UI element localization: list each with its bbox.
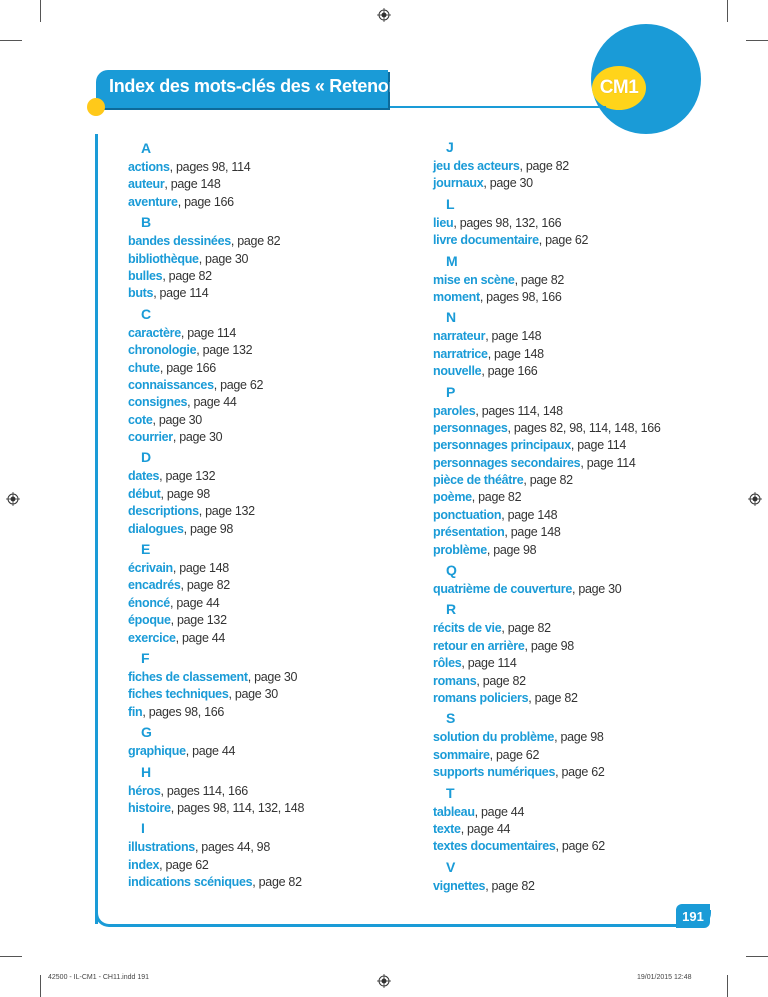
index-pages: , page 82: [501, 621, 551, 636]
index-entry: [128, 839, 388, 856]
index-entry: [433, 215, 693, 232]
index-entry: [433, 403, 693, 420]
page-title: Index des mots-clés des « Retenons »: [109, 76, 424, 96]
index-entry: [128, 743, 388, 760]
index-term: fin: [128, 704, 143, 719]
index-entry: [128, 704, 388, 721]
index-pages: , page 30: [247, 669, 298, 684]
index-term: supports numériques: [433, 765, 556, 780]
index-entry: [433, 346, 693, 363]
index-term: récits de vie: [433, 621, 502, 636]
index-term: romans policiers: [433, 690, 529, 705]
index-entry: [433, 878, 693, 895]
index-entry: [128, 630, 388, 647]
index-pages: , page 44: [175, 630, 226, 645]
index-pages: , page 132: [170, 613, 227, 628]
index-pages: , page 148: [501, 507, 558, 522]
crop-mark: [727, 975, 728, 997]
index-term: chute: [128, 360, 160, 375]
index-pages: , page 148: [485, 329, 542, 344]
index-term: tableau: [433, 804, 475, 819]
index-pages: , page 166: [177, 194, 234, 209]
index-letter: F: [141, 649, 150, 666]
index-term: caractère: [128, 325, 181, 340]
index-term: début: [128, 486, 161, 501]
index-entry: [128, 521, 388, 538]
index-term: moment: [433, 289, 480, 304]
index-term: personnages: [433, 420, 508, 435]
index-pages: , page 82: [230, 234, 281, 249]
index-term: rôles: [433, 656, 462, 671]
index-term: courrier: [128, 430, 173, 445]
index-term: dates: [128, 469, 160, 484]
index-term: poème: [433, 490, 472, 505]
index-pages: , page 62: [538, 233, 589, 248]
crop-mark: [746, 956, 768, 957]
registration-mark-icon: [748, 492, 762, 506]
index-pages: , page 114: [180, 325, 237, 340]
index-letter: I: [141, 820, 145, 837]
index-term: dialogues: [128, 521, 184, 536]
index-term: actions: [128, 160, 170, 174]
index-entry: [128, 377, 388, 394]
index-term: quatrième de couverture: [433, 582, 572, 597]
index-letter: B: [141, 214, 152, 231]
index-term: pièce de théâtre: [433, 473, 524, 488]
index-entry: [433, 542, 693, 559]
index-column-right: [433, 136, 693, 895]
title-underline: [388, 106, 606, 108]
index-term: buts: [128, 286, 154, 301]
index-entry: [128, 612, 388, 629]
registration-mark-icon: [377, 8, 391, 22]
page-number: 191: [676, 904, 710, 928]
index-term: fiches de classement: [128, 669, 248, 684]
index-pages: , page 148: [487, 346, 544, 361]
index-entry: [128, 560, 388, 577]
index-term: cote: [128, 412, 153, 427]
index-letter: S: [446, 710, 456, 727]
index-pages: , pages 98, 114, 132, 148: [170, 800, 305, 815]
index-term: aventure: [128, 194, 178, 209]
index-entry: [433, 472, 693, 489]
index-term: journaux: [433, 176, 484, 191]
index-pages: , page 98: [160, 486, 210, 501]
index-pages: , page 62: [555, 765, 605, 780]
index-letter: E: [141, 541, 151, 558]
index-pages: , page 82: [476, 673, 526, 688]
title-dot: [87, 98, 105, 116]
index-entry: [128, 669, 388, 686]
registration-mark-icon: [6, 492, 20, 506]
index-pages: , page 132: [159, 469, 216, 484]
index-term: héros: [128, 783, 161, 798]
index-pages: , pages 44, 98: [194, 840, 270, 855]
index-pages: , page 82: [523, 473, 573, 488]
index-pages: , page 30: [152, 412, 202, 427]
index-pages: , page 62: [489, 747, 540, 762]
index-pages: , page 30: [172, 430, 223, 445]
index-entry: [433, 524, 693, 541]
index-term: personnages secondaires: [433, 455, 581, 470]
index-pages: , pages 98, 166: [142, 704, 225, 719]
index-term: bandes dessinées: [128, 234, 231, 249]
index-letter: G: [141, 724, 152, 741]
index-entry: [128, 285, 388, 302]
index-pages: , page 82: [162, 268, 212, 283]
index-entry: [433, 581, 693, 598]
index-entry: [128, 595, 388, 612]
index-letter: T: [446, 784, 455, 801]
index-term: retour en arrière: [433, 638, 525, 653]
index-term: descriptions: [128, 504, 199, 519]
index-pages: , page 98: [486, 542, 537, 557]
index-entry: [433, 507, 693, 524]
index-pages: , page 44: [460, 821, 511, 836]
index-entry: [433, 804, 693, 821]
index-entry: [128, 686, 388, 703]
index-entry: [433, 175, 693, 192]
index-entry: [433, 821, 693, 838]
index-entry: [128, 429, 388, 446]
crop-mark: [0, 40, 22, 41]
index-entry: [433, 232, 693, 249]
index-term: indications scéniques: [128, 875, 253, 890]
index-term: énoncé: [128, 595, 170, 610]
index-term: chronologie: [128, 343, 197, 358]
index-term: texte: [433, 821, 461, 836]
index-term: index: [128, 857, 160, 872]
index-pages: , page 44: [474, 804, 525, 819]
index-entry: [433, 655, 693, 672]
index-term: paroles: [433, 403, 476, 418]
index-letter: M: [446, 252, 458, 269]
index-entry: [128, 800, 388, 817]
index-entry: [128, 176, 388, 193]
index-pages: , page 132: [196, 343, 253, 358]
index-entry: [128, 468, 388, 485]
index-entry: [433, 620, 693, 637]
index-pages: , page 98: [183, 521, 234, 536]
index-letter: N: [446, 309, 457, 326]
index-entry: [433, 673, 693, 690]
index-term: présentation: [433, 525, 505, 540]
level-badge: CM1: [592, 66, 646, 110]
index-entry: [433, 289, 693, 306]
index-pages: , page 30: [228, 687, 278, 702]
index-entry: [128, 503, 388, 520]
index-pages: , page 148: [504, 525, 561, 540]
index-term: romans: [433, 673, 477, 688]
crop-mark: [746, 40, 768, 41]
index-term: illustrations: [128, 840, 195, 855]
index-entry: [128, 268, 388, 285]
index-pages: , page 62: [213, 377, 264, 392]
index-entry: [433, 158, 693, 175]
index-term: narratrice: [433, 346, 488, 361]
index-entry: [433, 638, 693, 655]
crop-mark: [727, 0, 728, 22]
index-term: narrateur: [433, 329, 486, 344]
index-pages: , page 44: [169, 595, 220, 610]
index-term: nouvelle: [433, 364, 482, 379]
index-pages: , page 114: [570, 438, 627, 453]
index-term: lieu: [433, 215, 454, 230]
index-letter: R: [446, 601, 457, 618]
index-pages: , page 148: [172, 561, 229, 576]
index-pages: , page 44: [187, 395, 237, 410]
index-term: livre documentaire: [433, 233, 539, 248]
index-pages: , pages 114, 148: [475, 403, 563, 418]
index-pages: , page 132: [198, 504, 255, 519]
index-term: problème: [433, 542, 487, 557]
index-term: encadrés: [128, 578, 181, 593]
index-term: sommaire: [433, 747, 490, 762]
index-pages: , pages 98, 166: [479, 289, 562, 304]
index-term: fiches techniques: [128, 687, 229, 702]
index-entry: [433, 363, 693, 380]
index-entry: [433, 420, 693, 437]
index-term: auteur: [128, 177, 165, 192]
index-term: époque: [128, 613, 171, 628]
index-term: solution du problème: [433, 730, 555, 745]
index-entry: [128, 159, 388, 176]
index-entry: [128, 783, 388, 800]
index-entry: [128, 194, 388, 211]
footer-file: 42500 - IL-CM1 - CH11.indd 191: [48, 974, 150, 981]
index-pages: , page 30: [198, 251, 249, 266]
index-term: connaissances: [128, 377, 214, 392]
index-entry: [433, 729, 693, 746]
index-pages: , page 98: [554, 730, 604, 745]
index-pages: , page 82: [180, 578, 230, 593]
index-entry: [128, 874, 388, 891]
footer-timestamp: 19/01/2015 12:48: [637, 974, 692, 981]
crop-mark: [0, 956, 22, 957]
frame-left-border: [95, 134, 98, 924]
index-entry: [128, 857, 388, 874]
index-entry: [128, 486, 388, 503]
index-pages: , page 82: [485, 878, 535, 893]
index-letter: Q: [446, 562, 457, 579]
index-entry: [128, 360, 388, 377]
index-letter: V: [446, 858, 456, 875]
index-pages: , page 44: [185, 744, 236, 759]
index-pages: , page 114: [580, 455, 636, 470]
index-entry: [433, 690, 693, 707]
index-pages: , page 82: [514, 272, 565, 287]
index-pages: , page 148: [164, 177, 221, 192]
index-entry: [433, 764, 693, 781]
index-term: histoire: [128, 800, 171, 815]
index-entry: [128, 251, 388, 268]
index-term: jeu des acteurs: [433, 159, 520, 173]
index-term: textes documentaires: [433, 839, 556, 854]
index-entry: [128, 412, 388, 429]
index-letter: C: [141, 305, 152, 322]
index-letter: A: [141, 140, 152, 156]
index-term: ponctuation: [433, 507, 502, 522]
index-term: mise en scène: [433, 272, 515, 287]
index-pages: , page 114: [153, 286, 209, 301]
index-term: consignes: [128, 395, 188, 410]
index-letter: L: [446, 195, 455, 212]
index-pages: , page 82: [528, 690, 578, 705]
index-entry: [128, 325, 388, 342]
index-term: bibliothèque: [128, 251, 199, 266]
index-pages: , page 82: [519, 159, 569, 173]
index-pages: , pages 98, 114: [169, 160, 251, 174]
index-pages: , pages 114, 166: [160, 783, 248, 798]
index-letter: D: [141, 449, 152, 466]
index-pages: , page 30: [483, 176, 533, 191]
registration-mark-icon: [377, 974, 391, 988]
index-entry: [128, 342, 388, 359]
frame-bottom-border: [95, 910, 711, 927]
index-letter: H: [141, 763, 152, 780]
index-entry: [433, 838, 693, 855]
index-entry: [433, 272, 693, 289]
index-entry: [128, 394, 388, 411]
index-entry: [433, 455, 693, 472]
index-entry: [433, 747, 693, 764]
index-entry: [433, 489, 693, 506]
index-pages: , pages 98, 132, 166: [453, 215, 562, 230]
index-pages: , page 82: [471, 490, 522, 505]
index-pages: , page 166: [159, 360, 216, 375]
index-term: vignettes: [433, 878, 486, 893]
index-letter: P: [446, 383, 456, 400]
index-pages: , page 82: [252, 875, 302, 890]
index-pages: , page 98: [524, 638, 574, 653]
index-term: bulles: [128, 268, 163, 283]
index-pages: , page 30: [571, 582, 622, 597]
index-entry: [128, 577, 388, 594]
index-letter: J: [446, 139, 454, 155]
crop-mark: [40, 0, 41, 22]
index-entry: [433, 437, 693, 454]
index-pages: , page 166: [481, 364, 538, 379]
index-entry: [433, 328, 693, 345]
crop-mark: [40, 975, 41, 997]
index-pages: , page 114: [461, 656, 517, 671]
index-term: exercice: [128, 630, 176, 645]
index-term: écrivain: [128, 561, 173, 576]
index-pages: , pages 82, 98, 114, 148, 166: [507, 420, 661, 435]
index-term: graphique: [128, 744, 186, 759]
index-pages: , page 62: [159, 857, 209, 872]
index-entry: [128, 233, 388, 250]
index-column-left: [128, 137, 388, 892]
index-term: personnages principaux: [433, 438, 571, 453]
index-pages: , page 62: [555, 839, 605, 854]
